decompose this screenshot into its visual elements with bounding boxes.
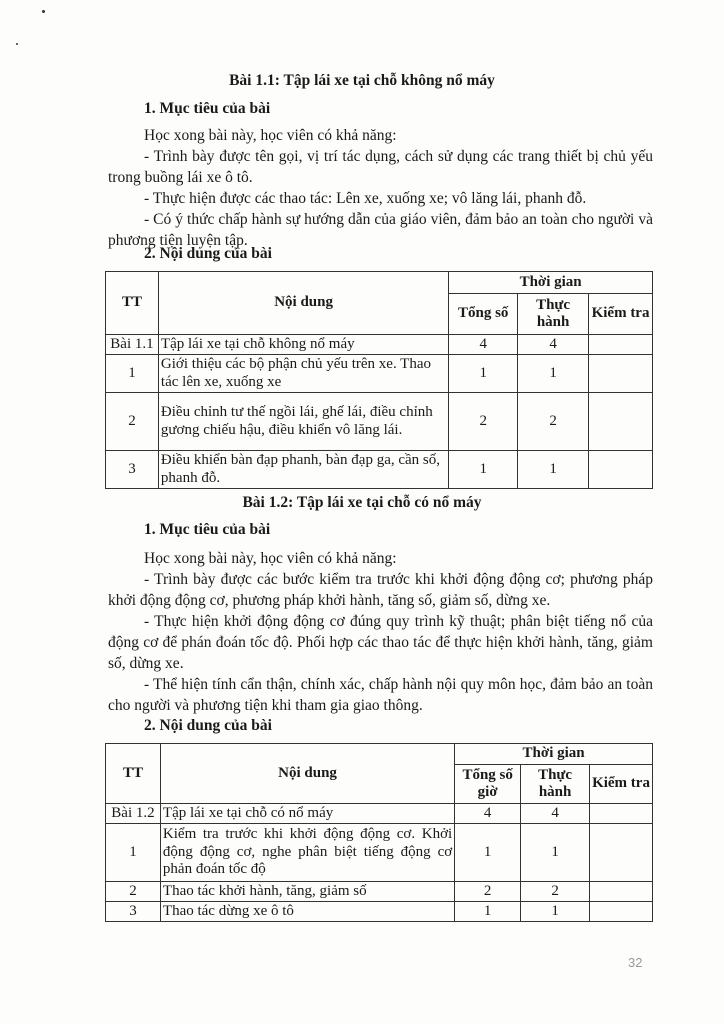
scan-speck bbox=[16, 43, 18, 45]
objective-item: - Thể hiện tính cẩn thận, chính xác, chấp hành nội quy môn học, đảm bảo an toàn cho người và phương tiện khi tham gia giao thông. bbox=[108, 676, 653, 714]
cell-tt: Bài 1.1 bbox=[106, 335, 159, 355]
header-test: Kiểm tra bbox=[590, 765, 653, 804]
header-time: Thời gian bbox=[455, 744, 653, 765]
cell-practice: 2 bbox=[521, 882, 590, 902]
header-tt: TT bbox=[106, 744, 161, 804]
header-total: Tổng số bbox=[449, 294, 518, 335]
lesson-2-objectives bbox=[108, 548, 653, 716]
cell-content: Kiểm tra trước khi khởi động động cơ. Khởi động động cơ, nghe phân biệt tiếng động cơ phản đoán tốc độ bbox=[160, 824, 454, 882]
lesson-2-schedule-table bbox=[105, 743, 653, 922]
cell-practice: 1 bbox=[521, 902, 590, 922]
table-header-row bbox=[106, 272, 653, 294]
table-row bbox=[106, 902, 653, 922]
lesson-1-content-heading: 2. Nội dung của bài bbox=[144, 245, 272, 262]
table-row bbox=[106, 882, 653, 902]
cell-total: 1 bbox=[449, 451, 518, 489]
table-header-row bbox=[106, 744, 653, 765]
header-time: Thời gian bbox=[449, 272, 653, 294]
lesson-1-schedule-table bbox=[105, 271, 653, 489]
cell-test bbox=[589, 355, 653, 393]
objective-item: - Trình bày được tên gọi, vị trí tác dụng, cách sử dụng các trang thiết bị chủ yếu trong buồng lái xe ô tô. bbox=[108, 148, 653, 186]
lesson-2-objectives-heading: 1. Mục tiêu của bài bbox=[144, 521, 271, 538]
cell-practice: 1 bbox=[521, 824, 590, 882]
cell-content: Điều chỉnh tư thế ngồi lái, ghế lái, điều chỉnh gương chiếu hậu, điều khiển vô lăng lái. bbox=[158, 393, 448, 451]
header-practice: Thực hành bbox=[518, 294, 589, 335]
cell-tt: 3 bbox=[106, 451, 159, 489]
objective-item: - Thực hiện khởi động động cơ đúng quy trình kỹ thuật; phân biệt tiếng nổ của động cơ để phán đoán tốc độ. Phối hợp các thao tác để thực hiện khởi hành, tăng, giảm số, dừng xe. bbox=[108, 613, 653, 672]
cell-total: 2 bbox=[449, 393, 518, 451]
cell-practice: 4 bbox=[518, 335, 589, 355]
table-row bbox=[106, 393, 653, 451]
header-practice: Thực hành bbox=[521, 765, 590, 804]
objective-item: - Thực hiện được các thao tác: Lên xe, xuống xe; vô lăng lái, phanh đỗ. bbox=[144, 190, 587, 207]
cell-total: 2 bbox=[455, 882, 521, 902]
cell-total: 1 bbox=[455, 902, 521, 922]
page-number: 32 bbox=[628, 955, 643, 970]
cell-content: Thao tác khởi hành, tăng, giảm số bbox=[160, 882, 454, 902]
cell-test bbox=[590, 804, 653, 824]
table-row bbox=[106, 804, 653, 824]
cell-practice: 4 bbox=[521, 804, 590, 824]
cell-test bbox=[589, 451, 653, 489]
cell-total: 1 bbox=[455, 824, 521, 882]
cell-tt: 2 bbox=[106, 882, 161, 902]
cell-test bbox=[589, 335, 653, 355]
cell-total: 1 bbox=[449, 355, 518, 393]
table-row bbox=[106, 335, 653, 355]
cell-tt: 2 bbox=[106, 393, 159, 451]
lesson-2-title: Bài 1.2: Tập lái xe tại chỗ có nổ máy bbox=[242, 494, 482, 511]
cell-test bbox=[590, 902, 653, 922]
table-row bbox=[106, 451, 653, 489]
objective-intro: Học xong bài này, học viên có khả năng: bbox=[144, 550, 397, 567]
table-row bbox=[106, 824, 653, 882]
header-content: Nội dung bbox=[158, 272, 448, 335]
scan-speck bbox=[42, 10, 45, 13]
table-row bbox=[106, 355, 653, 393]
lesson-1-objectives bbox=[108, 125, 653, 251]
cell-content: Điều khiển bàn đạp phanh, bàn đạp ga, cần số, phanh đỗ. bbox=[158, 451, 448, 489]
cell-total: 4 bbox=[449, 335, 518, 355]
cell-practice: 2 bbox=[518, 393, 589, 451]
objective-item: - Trình bày được các bước kiểm tra trước khi khởi động động cơ; phương pháp khởi động động cơ, phương pháp khởi hành, tăng số, giảm số, dừng xe. bbox=[108, 571, 653, 609]
cell-tt: 1 bbox=[106, 355, 159, 393]
cell-test bbox=[589, 393, 653, 451]
header-total: Tổng số giờ bbox=[455, 765, 521, 804]
cell-test bbox=[590, 824, 653, 882]
cell-content: Thao tác dừng xe ô tô bbox=[160, 902, 454, 922]
lesson-1-title: Bài 1.1: Tập lái xe tại chỗ không nổ máy bbox=[229, 72, 495, 89]
cell-test bbox=[590, 882, 653, 902]
objective-item: - Có ý thức chấp hành sự hướng dẫn của giáo viên, đảm bảo an toàn cho người và phương tiện luyện tập. bbox=[108, 211, 653, 249]
header-content: Nội dung bbox=[160, 744, 454, 804]
cell-content: Giới thiệu các bộ phận chủ yếu trên xe. Thao tác lên xe, xuống xe bbox=[158, 355, 448, 393]
cell-tt: Bài 1.2 bbox=[106, 804, 161, 824]
header-tt: TT bbox=[106, 272, 159, 335]
cell-tt: 1 bbox=[106, 824, 161, 882]
cell-total: 4 bbox=[455, 804, 521, 824]
lesson-2-content-heading: 2. Nội dung của bài bbox=[144, 717, 272, 734]
cell-tt: 3 bbox=[106, 902, 161, 922]
cell-practice: 1 bbox=[518, 451, 589, 489]
cell-content: Tập lái xe tại chỗ không nổ máy bbox=[158, 335, 448, 355]
cell-content: Tập lái xe tại chỗ có nổ máy bbox=[160, 804, 454, 824]
objective-intro: Học xong bài này, học viên có khả năng: bbox=[144, 127, 397, 144]
lesson-1-objectives-heading: 1. Mục tiêu của bài bbox=[144, 100, 271, 117]
header-test: Kiểm tra bbox=[589, 294, 653, 335]
cell-practice: 1 bbox=[518, 355, 589, 393]
